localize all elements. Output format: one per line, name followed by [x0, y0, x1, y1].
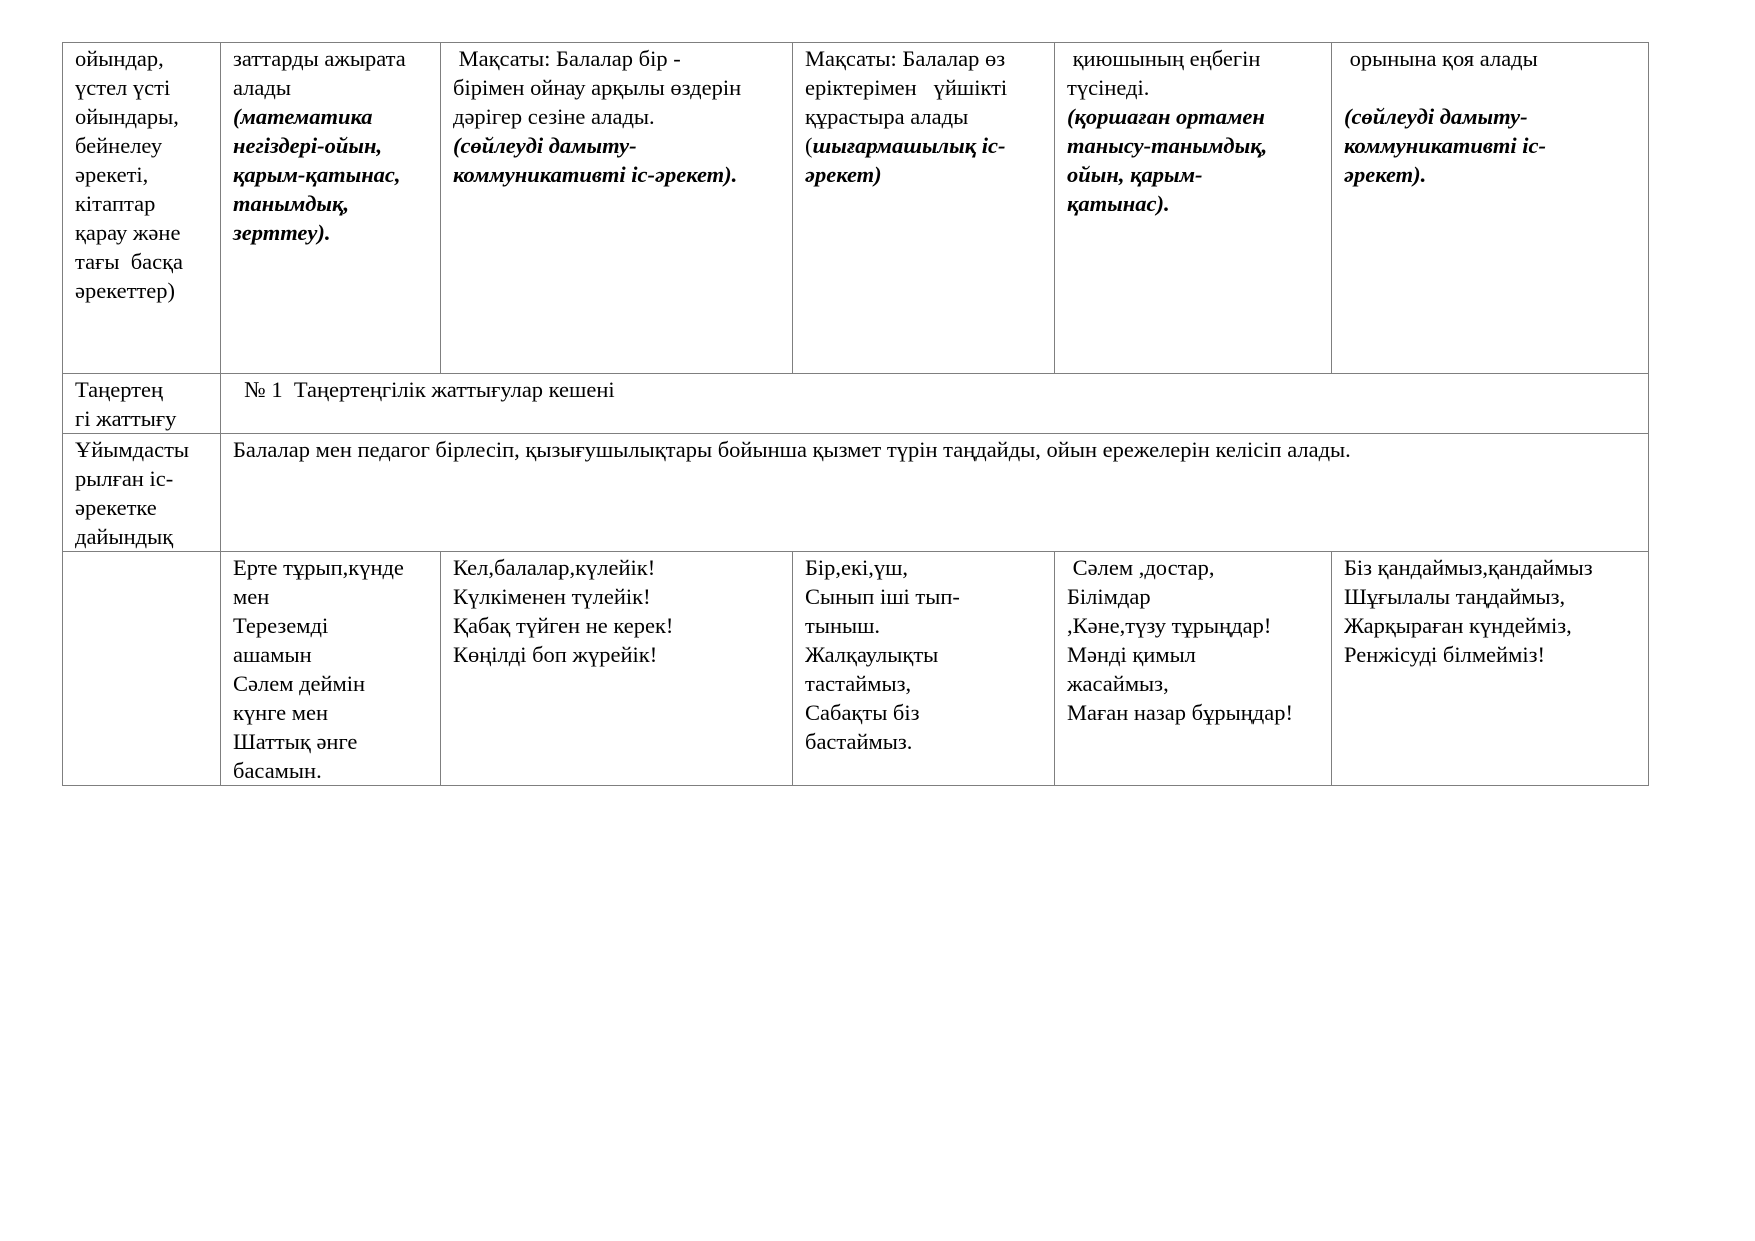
cell-line — [1067, 102, 1321, 131]
table-cell — [793, 552, 1055, 786]
cell-line-text: зерттеу). — [233, 220, 331, 245]
cell-line — [233, 756, 430, 785]
cell-line — [805, 102, 1044, 131]
cell-line-text: (математика — [233, 104, 373, 129]
cell-line — [1067, 73, 1321, 102]
cell-line — [1067, 553, 1321, 582]
cell-line — [233, 218, 430, 247]
cell-line — [453, 102, 782, 131]
cell-line — [1344, 131, 1638, 160]
cell-line-text: Сәлем ,достар, — [1067, 555, 1215, 580]
cell-line-text: Шұғылалы таңдаймыз, — [1344, 584, 1566, 609]
row-label-line: Таңертең — [75, 377, 164, 402]
cell-line-text: дәрігер сезіне алады. — [453, 104, 655, 129]
cell-line — [75, 73, 210, 102]
cell-line-text: қиюшының еңбегін — [1067, 46, 1261, 71]
row-label-line: дайындық — [75, 524, 174, 549]
cell-line — [805, 553, 1044, 582]
cell-line — [805, 131, 1044, 160]
cell-line — [1344, 160, 1638, 189]
cell-line-text: Тереземді — [233, 613, 329, 638]
cell-line — [233, 160, 430, 189]
cell-line — [1067, 160, 1321, 189]
cell-line — [75, 276, 210, 305]
cell-line — [233, 44, 430, 73]
cell-line — [453, 553, 782, 582]
table-cell — [441, 43, 793, 374]
cell-line-text: Мәнді қимыл — [1067, 642, 1196, 667]
cell-line — [805, 73, 1044, 102]
cell-line-text: тыныш. — [805, 613, 881, 638]
cell-line-text: күнге мен — [233, 700, 329, 725]
table-row — [63, 552, 1649, 786]
row-label — [63, 374, 221, 434]
cell-line-text: әрекет). — [1344, 162, 1427, 187]
cell-line — [233, 553, 430, 582]
cell-line-text: ( — [805, 133, 813, 158]
table-cell — [221, 552, 441, 786]
cell-line-text: Сабақты біз — [805, 700, 920, 725]
cell-line — [1344, 102, 1638, 131]
cell-line — [75, 189, 210, 218]
cell-line — [1067, 131, 1321, 160]
cell-line-text: Қабақ түйген не керек! — [453, 613, 674, 638]
cell-line — [75, 102, 210, 131]
row-label — [63, 434, 221, 552]
cell-line — [805, 640, 1044, 669]
cell-line-text: Сынып іші тып- — [805, 584, 960, 609]
cell-line — [453, 73, 782, 102]
cell-line-text: ашамын — [233, 642, 312, 667]
cell-line-text: орынына қоя алады — [1344, 46, 1538, 71]
merged-cell — [221, 434, 1649, 552]
table-row — [63, 43, 1649, 374]
row-label-line: гі жаттығу — [75, 406, 177, 431]
cell-line-text: бірімен ойнау арқылы өздерін — [453, 75, 742, 100]
table-cell — [1055, 43, 1332, 374]
morning-exercise-text: № 1 Таңертеңгілік жаттығулар кешені — [233, 377, 615, 402]
cell-line — [1067, 669, 1321, 698]
cell-line-text: Күлкіменен түлейік! — [453, 584, 651, 609]
cell-line — [233, 727, 430, 756]
cell-line — [1344, 73, 1638, 102]
cell-line-text: қарым-қатынас, — [233, 162, 401, 187]
cell-line-text: (қоршаған ортамен — [1067, 104, 1265, 129]
cell-line — [233, 73, 430, 102]
cell-line-text: Ренжісуді білмейміз! — [1344, 642, 1545, 667]
cell-line-text: басамын. — [233, 758, 322, 783]
table-cell — [63, 43, 221, 374]
cell-line-text: үстел үсті — [75, 75, 171, 100]
cell-line — [1067, 189, 1321, 218]
activity-preparation-text: Балалар мен педагог бірлесіп, қызығушылықтары бойынша қызмет түрін таңдайды, ойын ережелерін келісіп алады. — [233, 437, 1351, 462]
cell-line — [1344, 611, 1638, 640]
cell-line — [453, 131, 782, 160]
daily-plan-table — [62, 42, 1649, 786]
table-cell — [1055, 552, 1332, 786]
cell-line — [75, 218, 210, 247]
cell-line — [805, 727, 1044, 756]
cell-line-text: тағы басқа — [75, 249, 184, 274]
cell-line — [453, 160, 782, 189]
cell-line — [233, 189, 430, 218]
cell-line-emphasis: шығармашылық іс- — [812, 133, 1006, 158]
cell-line — [1344, 582, 1638, 611]
cell-line-text: еріктерімен үйшікті — [805, 75, 1008, 100]
cell-line-text: мен — [233, 584, 270, 609]
cell-line-text: ойындары, — [75, 104, 179, 129]
cell-line — [233, 102, 430, 131]
cell-line-text: жасаймыз, — [1067, 671, 1169, 696]
cell-line-text: Білімдар — [1067, 584, 1151, 609]
table-row — [63, 434, 1649, 552]
cell-line-text: тастаймыз, — [805, 671, 912, 696]
cell-line — [1344, 553, 1638, 582]
cell-line — [453, 582, 782, 611]
cell-line-text: Маған назар бұрыңдар! — [1067, 700, 1293, 725]
cell-line — [233, 698, 430, 727]
cell-line-text: коммуникативті іс- — [1344, 133, 1547, 158]
cell-line-text: ,Кәне,түзу тұрыңдар! — [1067, 613, 1272, 638]
cell-line-text: Жалқаулықты — [805, 642, 939, 667]
cell-line-text: негіздері-ойын, — [233, 133, 383, 158]
cell-line-text: бастаймыз. — [805, 729, 913, 754]
cell-line-text: (сөйлеуді дамыту- — [453, 133, 637, 158]
cell-line — [1067, 640, 1321, 669]
table-cell — [441, 552, 793, 786]
cell-line — [233, 669, 430, 698]
table-cell — [221, 43, 441, 374]
cell-line-text: Жарқыраған күндейміз, — [1344, 613, 1572, 638]
cell-line-text: Кел,балалар,күлейік! — [453, 555, 656, 580]
cell-line-text: бейнелеу — [75, 133, 163, 158]
cell-line — [1067, 44, 1321, 73]
cell-line-text: танысу-танымдық, — [1067, 133, 1268, 158]
cell-line — [1067, 698, 1321, 727]
cell-line-text: Сәлем деймін — [233, 671, 366, 696]
cell-line-text: қарау және — [75, 220, 181, 245]
cell-line — [233, 131, 430, 160]
cell-line-text: танымдық, — [233, 191, 350, 216]
cell-line — [233, 611, 430, 640]
cell-line — [805, 611, 1044, 640]
cell-line — [805, 698, 1044, 727]
cell-line-text: кітаптар — [75, 191, 156, 216]
table-cell — [793, 43, 1055, 374]
cell-line-text: түсінеді. — [1067, 75, 1150, 100]
cell-line — [805, 669, 1044, 698]
table-row — [63, 374, 1649, 434]
cell-line-text: Бір,екі,үш, — [805, 555, 909, 580]
merged-cell — [221, 374, 1649, 434]
cell-line-text: ойын, қарым- — [1067, 162, 1203, 187]
cell-line — [75, 131, 210, 160]
table-cell — [1332, 552, 1649, 786]
cell-line — [1344, 640, 1638, 669]
cell-line — [233, 640, 430, 669]
cell-line-text: Біз қандаймыз,қандаймыз — [1344, 555, 1593, 580]
table-cell — [1332, 43, 1649, 374]
cell-line-text: заттарды ажырата — [233, 46, 406, 71]
cell-line — [75, 44, 210, 73]
cell-line — [233, 582, 430, 611]
cell-line-text: коммуникативті іс-әрекет). — [453, 162, 738, 187]
cell-line-text: әрекеті, — [75, 162, 149, 187]
cell-line-text: алады — [233, 75, 291, 100]
cell-line — [805, 582, 1044, 611]
cell-line-text: (сөйлеуді дамыту- — [1344, 104, 1528, 129]
cell-line-text: Шаттық әнге — [233, 729, 358, 754]
cell-line-text: Мақсаты: Балалар өз — [805, 46, 1006, 71]
cell-line — [75, 247, 210, 276]
cell-line-text: әрекет) — [805, 162, 882, 187]
cell-line-text: әрекеттер) — [75, 278, 175, 303]
cell-line-text: Ерте тұрып,күнде — [233, 555, 404, 580]
cell-line — [1067, 611, 1321, 640]
cell-line-text: ойындар, — [75, 46, 164, 71]
cell-line — [1344, 44, 1638, 73]
cell-line — [805, 160, 1044, 189]
cell-line-text — [1344, 75, 1350, 100]
row-label-line: Ұйымдасты — [75, 437, 190, 462]
cell-line-text: Мақсаты: Балалар бір - — [453, 46, 681, 71]
cell-line — [453, 44, 782, 73]
table-cell — [63, 552, 221, 786]
row-label-line: рылған іс- — [75, 466, 174, 491]
cell-line — [805, 44, 1044, 73]
cell-line — [75, 160, 210, 189]
cell-line — [453, 640, 782, 669]
cell-line — [1067, 582, 1321, 611]
row-label-line: әрекетке — [75, 495, 157, 520]
cell-line-text: қатынас). — [1067, 191, 1170, 216]
cell-line — [453, 611, 782, 640]
cell-line-text: құрастыра алады — [805, 104, 969, 129]
cell-line-text: Көңілді боп жүрейік! — [453, 642, 658, 667]
